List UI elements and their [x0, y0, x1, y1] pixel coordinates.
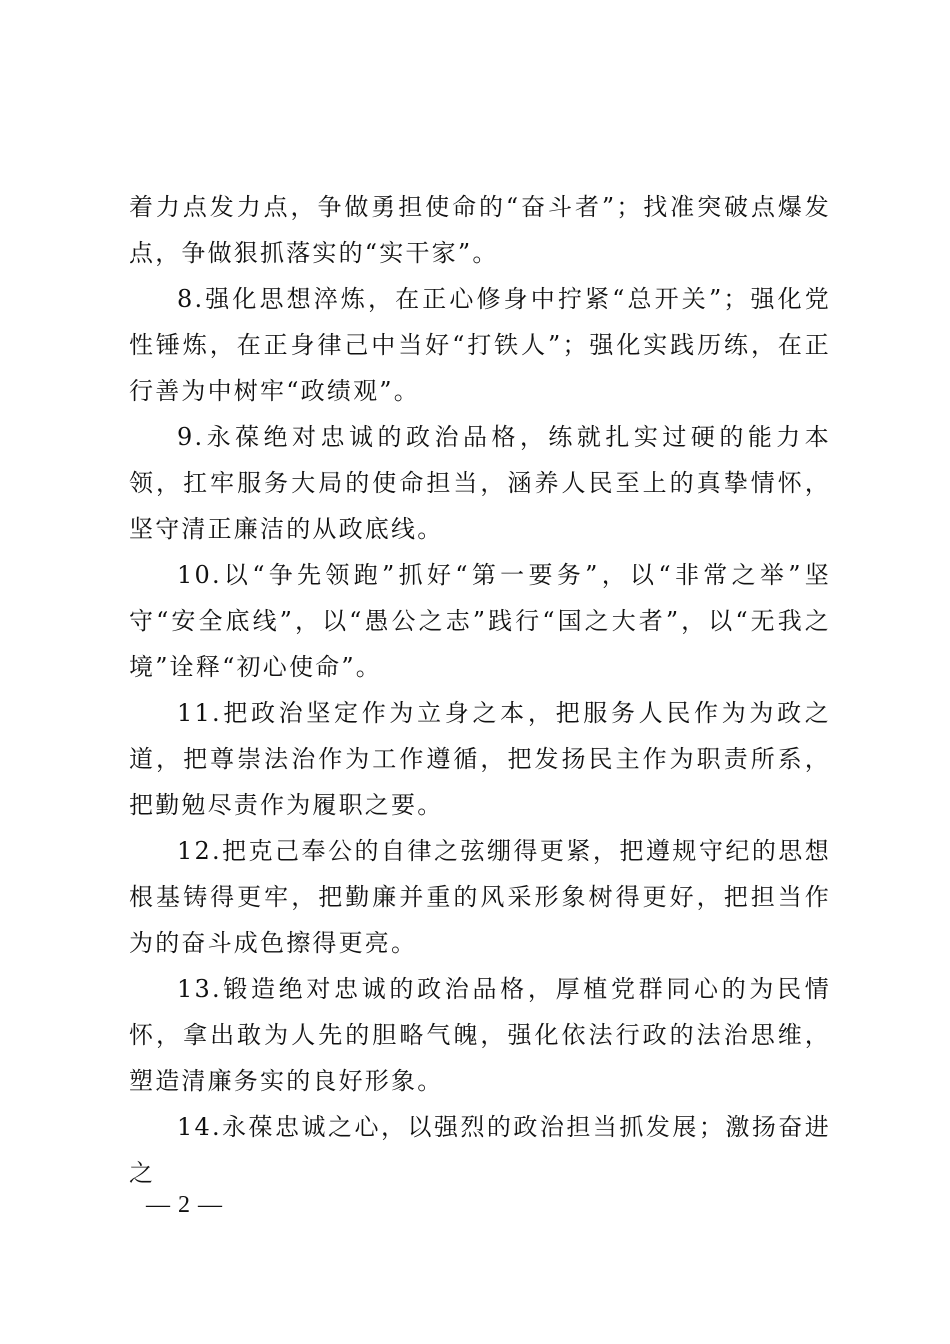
- paragraph-item-12: 12.把克己奉公的自律之弦绷得更紧，把遵规守纪的思想根基铸得更牢，把勤廉并重的风采形象树得更好，把担当作为的奋斗成色擦得更亮。: [129, 837, 831, 957]
- paragraph-continuation: 着力点发力点，争做勇担使命的“奋斗者”；找准突破点爆发点，争做狠抓落实的“实干家”。: [129, 193, 831, 267]
- document-body: [129, 184, 831, 1196]
- paragraph-item-10: 10.以“争先领跑”抓好“第一要务”，以“非常之举”坚守“安全底线”，以“愚公之志”践行“国之大者”，以“无我之境”诠释“初心使命”。: [129, 561, 831, 681]
- page-number: — 2 —: [146, 1192, 223, 1218]
- paragraph-item-13: 13.锻造绝对忠诚的政治品格，厚植党群同心的为民情怀，拿出敢为人先的胆略气魄，强化依法行政的法治思维，塑造清廉务实的良好形象。: [129, 975, 831, 1095]
- paragraph-item-9: 9.永葆绝对忠诚的政治品格，练就扎实过硬的能力本领，扛牢服务大局的使命担当，涵养人民至上的真挚情怀，坚守清正廉洁的从政底线。: [129, 423, 831, 543]
- paragraph-item-11: 11.把政治坚定作为立身之本，把服务人民作为为政之道，把尊崇法治作为工作遵循，把发扬民主作为职责所系，把勤勉尽责作为履职之要。: [129, 699, 831, 819]
- paragraph-item-8: 8.强化思想淬炼，在正心修身中拧紧“总开关”；强化党性锤炼，在正身律己中当好“打铁人”；强化实践历练，在正行善为中树牢“政绩观”。: [129, 285, 831, 405]
- paragraph-item-14: 14.永葆忠诚之心，以强烈的政治担当抓发展；激扬奋进之: [129, 1113, 831, 1187]
